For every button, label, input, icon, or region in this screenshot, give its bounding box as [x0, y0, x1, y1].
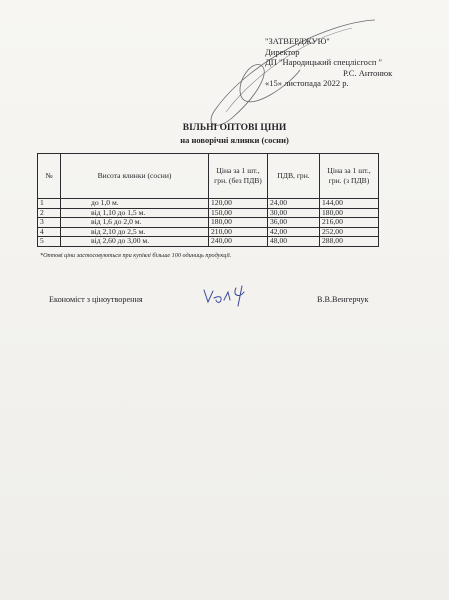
table-row [38, 208, 379, 218]
cell-vat: 48,00 [268, 237, 320, 247]
cell-vat: 42,00 [268, 227, 320, 237]
approval-stamp: "ЗАТВЕРДЖУЮ" [265, 36, 330, 46]
cell-price-with-vat: 144,00 [320, 199, 379, 209]
cell-vat: 30,00 [268, 208, 320, 218]
document-title: ВІЛЬНІ ОПТОВІ ЦІНИ [182, 123, 287, 133]
table-header-row [38, 154, 379, 199]
document-subtitle: на новорічні ялинки (сосни) [180, 135, 289, 145]
cell-number: 2 [38, 208, 61, 218]
approval-position: Директор [265, 46, 300, 57]
signatory-name: В.В.Венгерчук [317, 295, 369, 304]
cell-price-with-vat: 180,00 [320, 208, 379, 218]
cell-price-with-vat: 288,00 [320, 237, 379, 247]
cell-height: від 2,60 до 3,00 м. [61, 237, 209, 247]
cell-number: 5 [38, 237, 61, 247]
cell-price-no-vat: 210,00 [209, 227, 268, 237]
cell-price-no-vat: 150,00 [209, 208, 268, 218]
col-header-price-no-vat: Ціна за 1 шт., грн. (без ПДВ) [209, 154, 268, 199]
price-table [37, 153, 379, 247]
approval-name: Р.С. Антонюк [343, 67, 393, 78]
cell-vat: 36,00 [268, 218, 320, 228]
col-header-price-with-vat: Ціна за 1 шт., грн. (з ПДВ) [320, 154, 379, 199]
cell-height: до 1,0 м. [61, 199, 209, 209]
cell-height: від 1,10 до 1,5 м. [61, 208, 209, 218]
table-row [38, 199, 379, 209]
table-row [38, 237, 379, 247]
approval-organization: ДП "Народицький спецлісгосп " [265, 57, 383, 67]
cell-number: 4 [38, 227, 61, 237]
cell-price-no-vat: 240,00 [209, 237, 268, 247]
cell-height: від 1,6 до 2,0 м. [61, 218, 209, 228]
cell-number: 1 [38, 199, 61, 209]
cell-price-no-vat: 180,00 [209, 218, 268, 228]
col-header-number: № [38, 154, 61, 199]
table-row [38, 218, 379, 228]
signatory-role: Економіст з ціноутворення [49, 295, 143, 304]
footnote: *Оптові ціни застосовуються при купівлі більше 100 одиниць продукції. [40, 252, 232, 259]
cell-vat: 24,00 [268, 199, 320, 209]
cell-price-with-vat: 252,00 [320, 227, 379, 237]
cell-height: від 2,10 до 2,5 м. [61, 227, 209, 237]
cell-price-with-vat: 216,00 [320, 218, 379, 228]
col-header-height: Висота ялинки (сосни) [61, 154, 209, 199]
cell-number: 3 [38, 218, 61, 228]
col-header-vat: ПДВ, грн. [268, 154, 320, 199]
approval-block [265, 36, 392, 89]
approval-date: «15» листопада 2022 р. [265, 78, 349, 88]
table-row [38, 227, 379, 237]
cell-price-no-vat: 120,00 [209, 199, 268, 209]
